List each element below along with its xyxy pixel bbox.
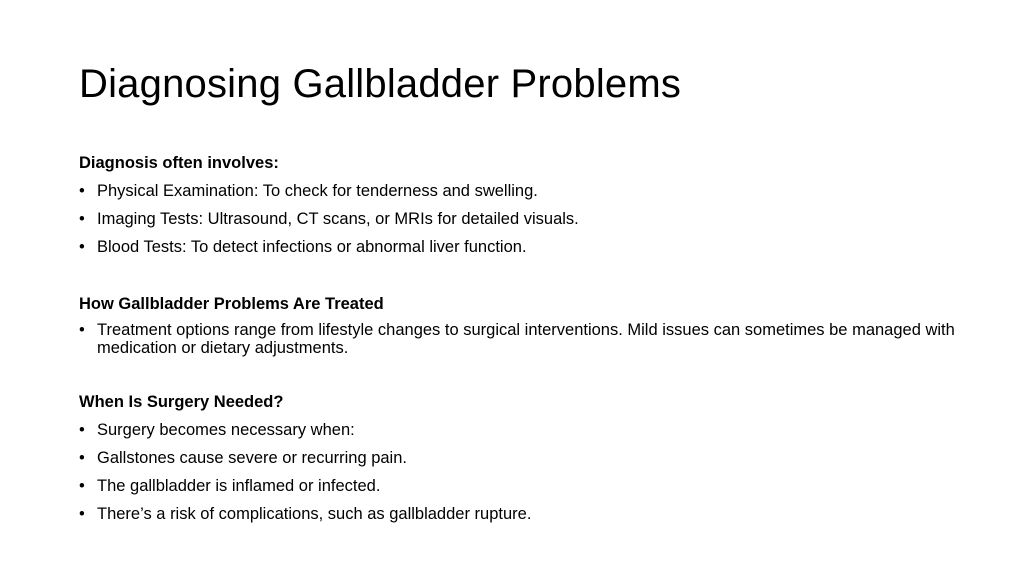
list-item-text: The gallbladder is inflamed or infected. — [97, 477, 381, 495]
list-item-text: Blood Tests: To detect infections or abnormal liver function. — [97, 238, 527, 256]
list-item-text: Surgery becomes necessary when: — [97, 421, 355, 439]
bullet-icon: • — [79, 182, 85, 200]
bullet-list-surgery — [79, 419, 959, 526]
list-item — [79, 503, 959, 526]
slide-content — [79, 152, 959, 531]
bullet-list-diagnosis — [79, 180, 959, 259]
slide-title: Diagnosing Gallbladder Problems — [79, 62, 682, 106]
list-item-text: There’s a risk of complications, such as gallbladder rupture. — [97, 505, 532, 523]
bullet-icon: • — [79, 477, 85, 495]
bullet-icon: • — [79, 210, 85, 228]
bullet-list-treatment — [79, 321, 959, 357]
bullet-icon: • — [79, 449, 85, 467]
list-item — [79, 419, 959, 442]
section-heading-treatment: How Gallbladder Problems Are Treated — [79, 295, 384, 313]
bullet-icon: • — [79, 321, 85, 339]
list-item — [79, 180, 959, 203]
list-item — [79, 447, 959, 470]
list-item-text: Physical Examination: To check for tenderness and swelling. — [97, 182, 538, 200]
list-item-text: Treatment options range from lifestyle changes to surgical interventions. Mild issues can sometimes be managed with medication or dietary adjustments. — [97, 321, 955, 357]
bullet-icon: • — [79, 421, 85, 439]
bullet-icon: • — [79, 505, 85, 523]
section-heading-diagnosis: Diagnosis often involves: — [79, 154, 279, 172]
list-item-text: Imaging Tests: Ultrasound, CT scans, or MRIs for detailed visuals. — [97, 210, 579, 228]
section-spacer — [79, 264, 959, 293]
list-item — [79, 236, 959, 259]
list-item — [79, 475, 959, 498]
bullet-icon: • — [79, 238, 85, 256]
section-heading-surgery: When Is Surgery Needed? — [79, 393, 284, 411]
section-spacer — [79, 362, 959, 391]
list-item-text: Gallstones cause severe or recurring pain. — [97, 449, 407, 467]
list-item — [79, 208, 959, 231]
list-item — [79, 321, 959, 357]
